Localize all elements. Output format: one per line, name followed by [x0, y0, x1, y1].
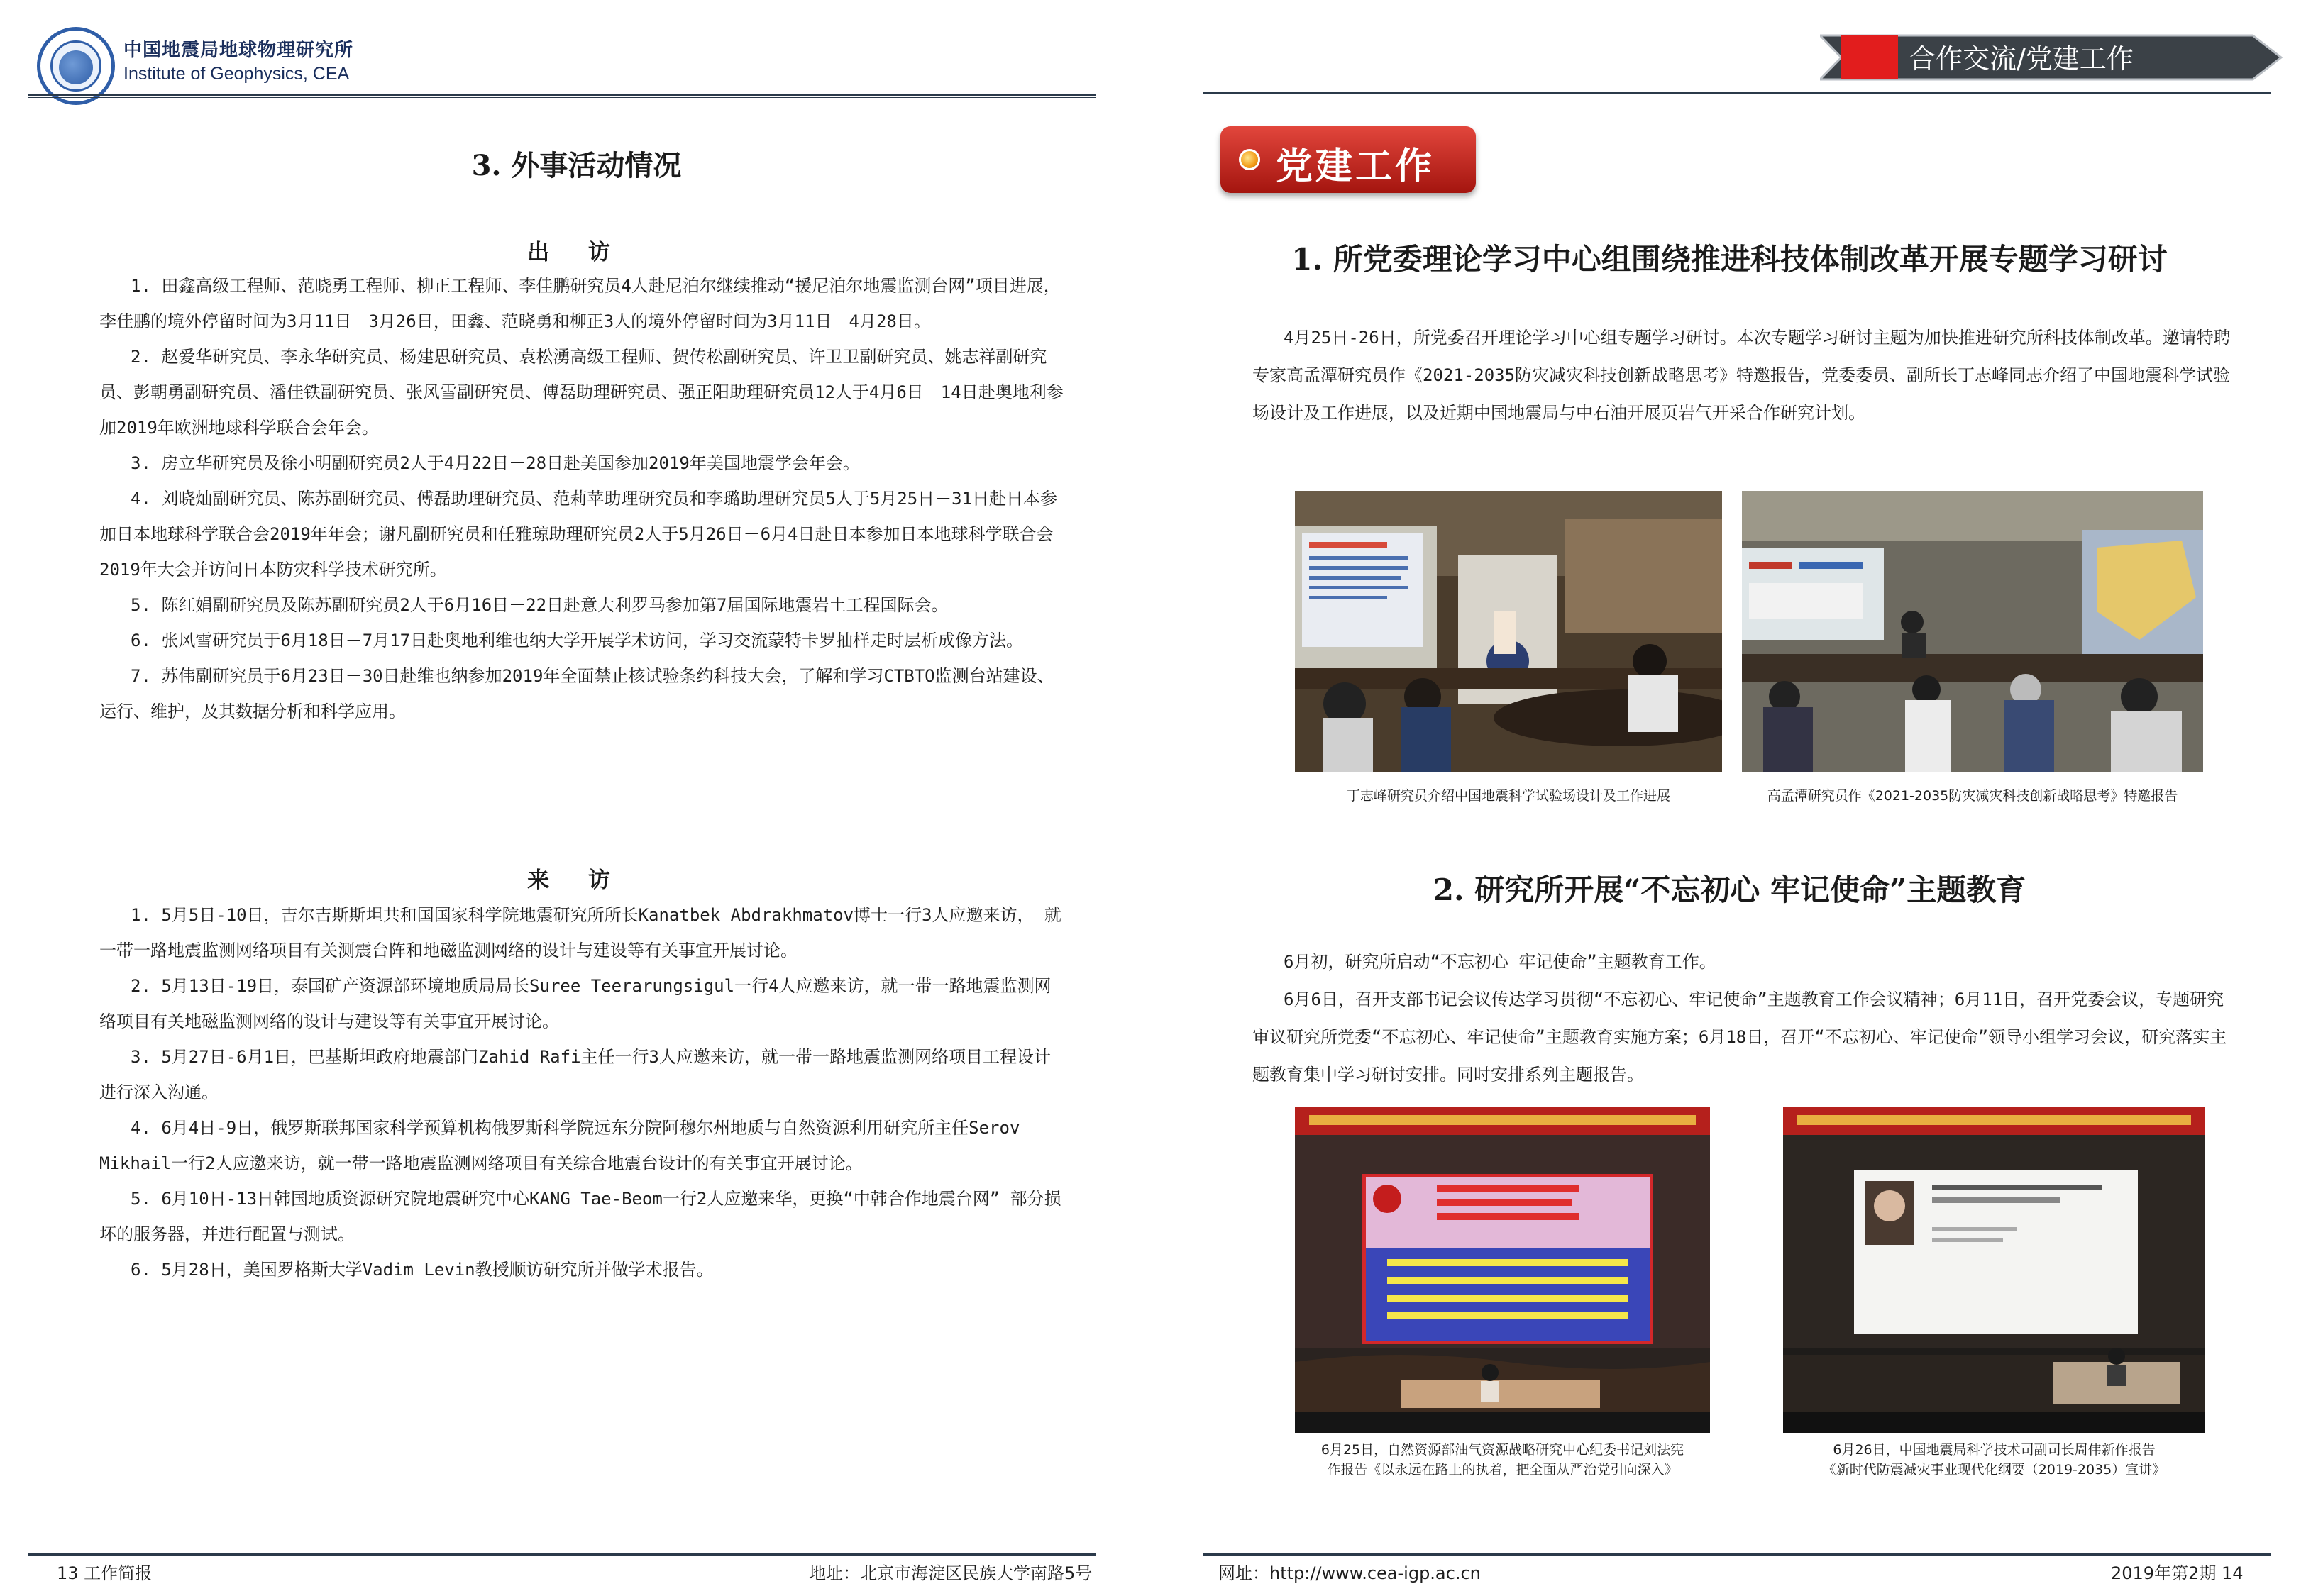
incoming-title: 来 访: [527, 868, 626, 893]
outgoing-list: [99, 268, 1064, 729]
list-item: 2. 赵爱华研究员、李永华研究员、杨建思研究员、袁松湧高级工程师、贺传松副研究员、许卫卫副研究员、姚志祥副研究员、彭朝勇副研究员、潘佳铁副研究员、张风雪副研究员、傅磊助理研究员、强正阳助理研究员12人于4月6日－14日赴奥地利参加2019年欧洲地球科学联合会年会。: [99, 347, 1064, 438]
footer-rule: [1203, 1553, 2271, 1556]
issue-and-page-number: 2019年第2期 14: [2111, 1563, 2244, 1583]
article-1-body: [1252, 319, 2231, 432]
photo-4-caption: [1783, 1440, 2205, 1480]
article-1-title: 1. 所党委理论学习中心组围绕推进科技体制改革开展专题学习研讨: [1291, 242, 2168, 277]
list-item: 3. 5月27日-6月1日，巴基斯坦政府地震部门Zahid Rafi主任一行3人应邀来访，就一带一路地震监测网络项目工程设计进行深入沟通。: [99, 1047, 1051, 1102]
badge-label: 党建工作: [1276, 145, 1435, 188]
photo-1-caption: 丁志峰研究员介绍中国地震科学试验场设计及工作进展: [1346, 788, 1670, 804]
footer-website: 网址：http://www.cea-igp.ac.cn: [1218, 1563, 1481, 1583]
article-2-body: [1252, 943, 2231, 1094]
institute-name-cn: 中国地震局地球物理研究所: [123, 40, 354, 61]
list-item: 1. 田鑫高级工程师、范晓勇工程师、柳正工程师、李佳鹏研究员4人赴尼泊尔继续推动“援尼泊尔地震监测台网”项目进展，李佳鹏的境外停留时间为3月11日－3月26日，田鑫、范晓勇和柳正3人的境外停留时间为3月11日－4月28日。: [99, 276, 1061, 331]
paragraph: 6月6日，召开支部书记会议传达学习贯彻“不忘初心、牢记使命”主题教育工作会议精神；6月11日，召开党委会议，专题研究审议研究所党委“不忘初心、牢记使命”主题教育实施方案；6月18日，召开“不忘初心、牢记使命”领导小组学习会议，研究落实主题教育集中学习研讨安排。同时安排系列主题报告。: [1252, 990, 2227, 1085]
right-page: [1153, 0, 2306, 1596]
institute-name-en: Institute of Geophysics, CEA: [123, 64, 350, 84]
header-rule: [28, 94, 1096, 96]
incoming-list: [99, 897, 1064, 1287]
meeting-photo-1: [1295, 491, 1722, 772]
header-rule-thin: [28, 97, 1096, 98]
paragraph: 6月初，研究所启动“不忘初心 牢记使命”主题教育工作。: [1284, 952, 1716, 972]
party-work-badge: [1220, 126, 1476, 193]
list-item: 1. 5月5日-10日，吉尔吉斯斯坦共和国国家科学院地震研究所所长Kanatbek Abdrakhmatov博士一行3人应邀来访， 就一带一路地震监测网络项目有关测震台阵和地磁监测网络的设计与建设等有关事宜开展讨论。: [99, 905, 1061, 960]
outgoing-title: 出 访: [527, 240, 626, 265]
photo-4-caption-line-2: 《新时代防震减灾事业现代化纲要（2019-2035）宣讲》: [1822, 1462, 2166, 1478]
meeting-photo-2: [1742, 491, 2203, 772]
list-item: 5. 陈红娟副研究员及陈苏副研究员2人于6月16日－22日赴意大利罗马参加第7届国际地震岩土工程国际会。: [131, 595, 949, 615]
list-item: 6. 张风雪研究员于6月18日－7月17日赴奥地利维也纳大学开展学术访问，学习交流蒙特卡罗抽样走时层析成像方法。: [131, 631, 1024, 650]
paragraph: 4月25日-26日，所党委召开理论学习中心组专题学习研讨。本次专题学习研讨主题为加快推进研究所科技体制改革。邀请特聘专家高孟潭研究员作《2021-2035防灾减灾科技创新战略思考》特邀报告，党委委员、副所长丁志峰同志介绍了中国地震科学试验场设计及工作进展，以及近期中国地震局与中石油开展页岩气开采合作研究计划。: [1252, 328, 2231, 423]
photo-3-caption: [1295, 1440, 1710, 1480]
list-item: 3. 房立华研究员及徐小明副研究员2人于4月22日－28日赴美国参加2019年美国地震学会年会。: [131, 453, 860, 473]
section-tab-label: 合作交流/党建工作: [1909, 43, 2134, 74]
photo-4-caption-line-1: 6月26日，中国地震局科学技术司副司长周伟新作报告: [1833, 1442, 2156, 1458]
lecture-photo-3: [1295, 1107, 1710, 1433]
lecture-photo-4: [1783, 1107, 2205, 1433]
badge-dot-icon: [1239, 149, 1260, 170]
list-item: 6. 5月28日，美国罗格斯大学Vadim Levin教授顺访研究所并做学术报告。: [131, 1260, 714, 1280]
page-number-left: 13 工作简报: [57, 1563, 153, 1583]
list-item: 4. 刘晓灿副研究员、陈苏副研究员、傅磊助理研究员、范莉苹助理研究员和李璐助理研究员5人于5月25日－31日赴日本参加日本地球科学联合会2019年年会；谢凡副研究员和任雅琼助理研究员2人于5月26日－6月4日赴日本参加日本地球科学联合会2019年大会并访问日本防灾科学技术研究所。: [99, 489, 1058, 580]
photo-3-caption-line-1: 6月25日，自然资源部油气资源战略研究中心纪委书记刘法宪: [1320, 1442, 1684, 1458]
list-item: 5. 6月10日-13日韩国地质资源研究院地震研究中心KANG Tae-Beom一行2人应邀来华，更换“中韩合作地震台网” 部分损坏的服务器，并进行配置与测试。: [99, 1189, 1061, 1244]
section-tab-accent: [1841, 35, 1898, 79]
article-2-title: 2. 研究所开展“不忘初心 牢记使命”主题教育: [1433, 872, 2026, 907]
footer-rule: [28, 1553, 1096, 1556]
header-rule: [1203, 92, 2271, 94]
list-item: 2. 5月13日-19日，泰国矿产资源部环境地质局局长Suree Teerarungsigul一行4人应邀来访，就一带一路地震监测网络项目有关地磁监测网络的设计与建设等有关事宜开展讨论。: [99, 976, 1052, 1031]
list-item: 4. 6月4日-9日，俄罗斯联邦国家科学预算机构俄罗斯科学院远东分院阿穆尔州地质与自然资源利用研究所主任Serov Mikhail一行2人应邀来访，就一带一路地震监测网络项目有关综合地震台设计的有关事宜开展讨论。: [99, 1118, 1020, 1173]
footer-address: 地址：北京市海淀区民族大学南路5号: [809, 1563, 1093, 1583]
section-title: 3. 外事活动情况: [471, 149, 682, 182]
list-item: 7. 苏伟副研究员于6月23日－30日赴维也纳参加2019年全面禁止核试验条约科技大会，了解和学习CTBTO监测台站建设、运行、维护，及其数据分析和科学应用。: [99, 666, 1054, 721]
section-tab: [1820, 33, 2288, 82]
photo-2-caption: 高孟潭研究员作《2021-2035防灾减灾科技创新战略思考》特邀报告: [1767, 788, 2178, 804]
photo-3-caption-line-2: 作报告《以永远在路上的执着，把全面从严治党引向深入》: [1327, 1462, 1678, 1478]
